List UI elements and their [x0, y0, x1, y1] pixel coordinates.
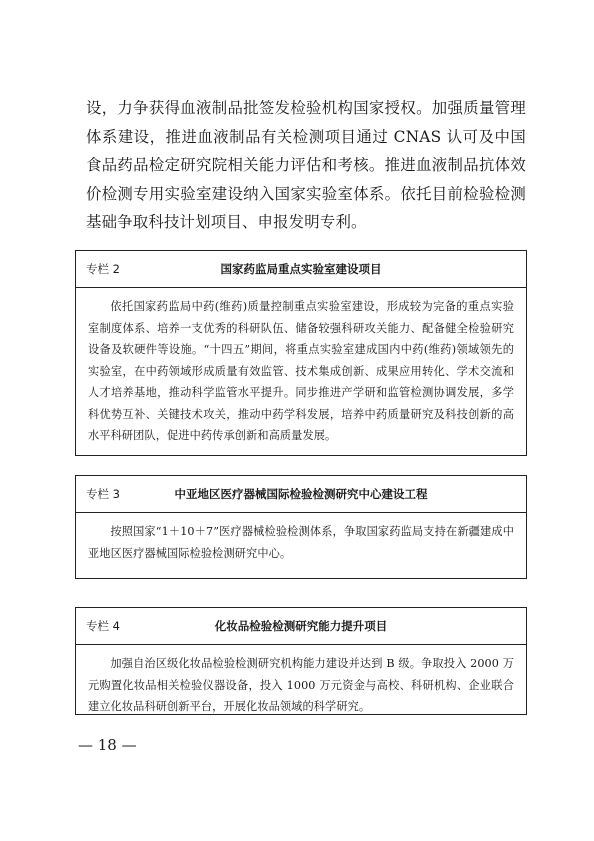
column-body: 加强自治区级化妆品检验检测研究机构能力建设并达到 B 级。争取投入 2000 万元购置化妆品相关检验仪器设备，投入 1000 万元资金与高校、科研机构、企业联合建立化妆品科研创新平台，开展化妆品领域的科学研究。: [88, 657, 514, 713]
column-box-header: [76, 608, 526, 645]
column-box-3: [75, 475, 527, 579]
column-box-4: [75, 607, 527, 715]
intro-paragraph: 设，力争获得血液制品批签发检验机构国家授权。加强质量管理体系建设，推进血液制品有关检测项目通过 CNAS 认可及中国食品药品检定研究院相关能力评估和考核。推进血液制品抗体效价检测专用实验室建设纳入国家实验室体系。依托目前检验检测基础争取科技计划项目、申报发明专利。: [86, 99, 526, 231]
column-title: 化妆品检验检测研究能力提升项目: [214, 619, 388, 633]
column-box-header: [76, 251, 526, 288]
page-number: — 18 —: [78, 736, 137, 754]
column-box-2: [75, 250, 527, 456]
column-label: 专栏 4: [86, 619, 120, 633]
column-label: 专栏 3: [86, 487, 120, 501]
column-label: 专栏 2: [86, 262, 120, 276]
column-title: 中亚地区医疗器械国际检验检测研究中心建设工程: [174, 487, 428, 501]
column-box-header: [76, 476, 526, 513]
column-body: 依托国家药监局中药(维药)质量控制重点实验室建设，形成较为完备的重点实验室制度体系、培养一支优秀的科研队伍、储备较强科研攻关能力、配备健全检验研究设备及软硬件等设施。“十四五”期间，将重点实验室建成国内中药(维药)领域领先的实验室，在中药领域形成质量有效监管、技术集成创新、成果应用转化、学术交流和人才培养基地，推动科学监管水平提升。同步推进产学研和监管检测协调发展，多学科优势互补、关键技术攻关，推动中药学科发展，培养中药质量研究及科技创新的高水平科研团队，促进中药传承创新和高质量发展。: [88, 300, 514, 442]
column-title: 国家药监局重点实验室建设项目: [220, 262, 382, 276]
column-body: 按照国家“1＋10＋7”医疗器械检验检测体系，争取国家药监局支持在新疆建成中亚地区医疗器械国际检验检测研究中心。: [88, 525, 514, 560]
